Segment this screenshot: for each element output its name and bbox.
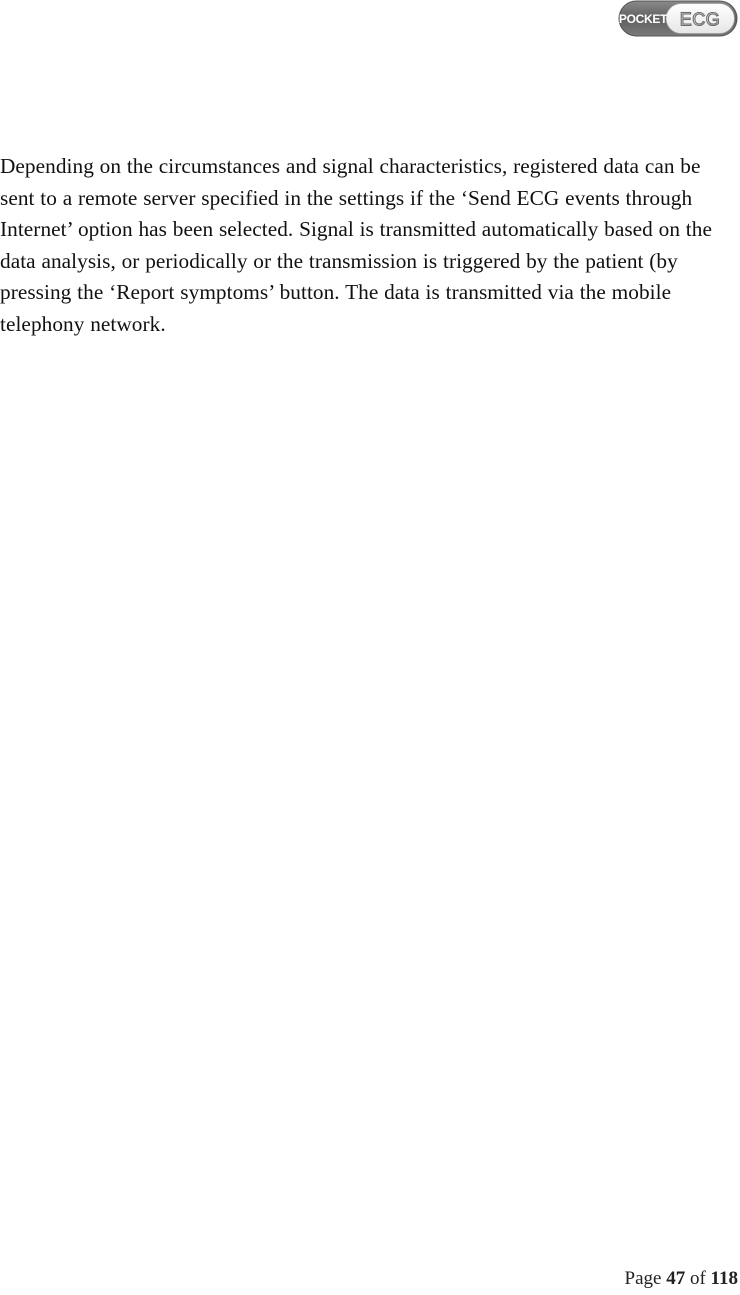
body-paragraph: Depending on the circumstances and signal characteristics, registered data can be sent to a remote server specified in the settings if the ‘Send ECG events through Internet’ option has been selected. Signal is transmitted automatically based on the data analysis, or periodically or the transmission is triggered by the patient (by pressing the ‘Report symptoms’ button. The data is transmitted via the mobile telephony network. — [0, 154, 712, 336]
pocket-ecg-logo — [618, 0, 738, 38]
of-label: of — [689, 1268, 706, 1289]
page-number: 47 — [666, 1268, 686, 1289]
page-footer — [625, 1267, 738, 1291]
document-body — [0, 151, 740, 340]
pocket-ecg-logo-graphic — [618, 0, 738, 38]
logo-word-pocket: POCKET — [618, 12, 668, 26]
page-label: Page — [624, 1268, 662, 1289]
total-pages: 118 — [710, 1268, 738, 1289]
logo-word-ecg: ECG — [679, 9, 721, 30]
